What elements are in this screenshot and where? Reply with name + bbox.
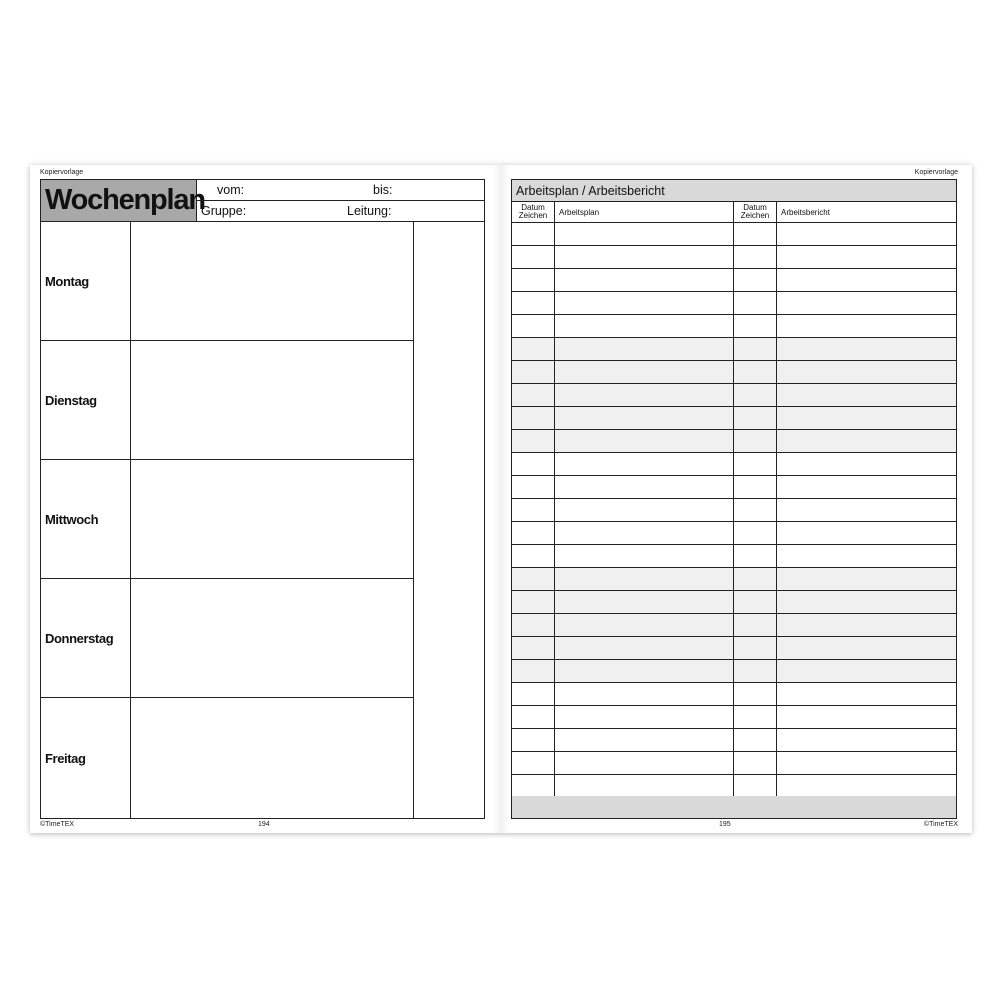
left-page-number: 194	[258, 821, 270, 828]
table-row	[512, 361, 956, 384]
table-cell	[512, 545, 555, 567]
table-cell	[512, 246, 555, 268]
table-cell	[512, 591, 555, 613]
table-cell	[777, 246, 956, 268]
table-cell	[555, 545, 734, 567]
table-cell	[512, 752, 555, 774]
table-cell	[512, 614, 555, 636]
table-row	[512, 775, 956, 798]
table-cell	[555, 223, 734, 245]
table-cell	[734, 430, 777, 452]
right-header-note: Kopiervorlage	[914, 169, 958, 176]
table-cell	[734, 223, 777, 245]
datum-label: Datum	[743, 203, 767, 212]
day-label: Mittwoch	[41, 460, 131, 578]
table-cell	[734, 637, 777, 659]
table-cell	[777, 430, 956, 452]
table-cell	[777, 476, 956, 498]
table-cell	[734, 269, 777, 291]
page-title: Wochenplan	[41, 180, 197, 221]
table-cell	[734, 683, 777, 705]
left-page-wochenplan	[30, 165, 501, 833]
table-row	[512, 545, 956, 568]
table-cell	[777, 729, 956, 751]
table-cell	[512, 384, 555, 406]
vom-label: vom:	[217, 183, 245, 197]
weekday-grid	[40, 222, 485, 819]
table-cell	[512, 407, 555, 429]
table-cell	[512, 706, 555, 728]
table-row	[512, 315, 956, 338]
table-footer-band	[512, 796, 956, 818]
table-cell	[777, 361, 956, 383]
table-cell	[512, 361, 555, 383]
table-cell	[555, 361, 734, 383]
table-cell	[555, 522, 734, 544]
table-cell	[555, 292, 734, 314]
day-label: Montag	[41, 222, 131, 340]
table-cell	[777, 522, 956, 544]
table-cell	[777, 499, 956, 521]
table-cell	[777, 775, 956, 797]
table-cell	[734, 775, 777, 797]
table-cell	[734, 660, 777, 682]
table-row	[512, 499, 956, 522]
group-row	[197, 201, 484, 221]
table-cell	[734, 407, 777, 429]
table-cell	[555, 752, 734, 774]
table-cell	[512, 637, 555, 659]
table-cell	[777, 338, 956, 360]
table-cell	[734, 384, 777, 406]
table-cell	[512, 315, 555, 337]
day-label: Donnerstag	[41, 579, 131, 697]
table-row	[512, 706, 956, 729]
table-row	[512, 476, 956, 499]
zeichen-label: Zeichen	[740, 211, 770, 220]
table-cell	[777, 407, 956, 429]
table-cell	[512, 453, 555, 475]
table-cell	[555, 430, 734, 452]
table-row	[512, 246, 956, 269]
table-header-row	[512, 202, 956, 223]
arbeitsplan-table	[511, 179, 957, 819]
bis-label: bis:	[373, 183, 393, 197]
day-label: Freitag	[41, 698, 131, 818]
table-cell	[512, 476, 555, 498]
table-cell	[777, 292, 956, 314]
table-cell	[512, 223, 555, 245]
table-cell	[777, 384, 956, 406]
table-cell	[512, 292, 555, 314]
arbeitsplan-header: Arbeitsplan	[555, 202, 734, 222]
table-cell	[734, 476, 777, 498]
table-cell	[555, 499, 734, 521]
table-cell	[777, 269, 956, 291]
table-cell	[777, 752, 956, 774]
table-cell	[734, 568, 777, 590]
table-cell	[734, 614, 777, 636]
table-row	[512, 338, 956, 361]
table-cell	[777, 545, 956, 567]
day-row-mittwoch	[41, 460, 414, 579]
table-cell	[734, 591, 777, 613]
gruppe-label: Gruppe:	[201, 204, 247, 218]
table-row	[512, 453, 956, 476]
table-cell	[555, 591, 734, 613]
table-cell	[555, 476, 734, 498]
table-row	[512, 660, 956, 683]
booklet-spread	[30, 165, 972, 833]
table-cell	[734, 706, 777, 728]
table-row	[512, 384, 956, 407]
right-page-number: 195	[719, 821, 731, 828]
datum-label: Datum	[521, 203, 545, 212]
table-cell	[512, 499, 555, 521]
table-cell	[734, 499, 777, 521]
day-row-dienstag	[41, 341, 414, 460]
datum-zeichen-header	[512, 202, 555, 222]
table-row	[512, 637, 956, 660]
table-cell	[555, 775, 734, 797]
leitung-label: Leitung:	[347, 204, 392, 218]
table-cell	[777, 223, 956, 245]
table-row	[512, 407, 956, 430]
table-row	[512, 522, 956, 545]
table-cell	[777, 683, 956, 705]
table-cell	[734, 361, 777, 383]
table-cell	[555, 568, 734, 590]
table-row	[512, 269, 956, 292]
table-cell	[734, 545, 777, 567]
table-cell	[777, 660, 956, 682]
table-cell	[555, 315, 734, 337]
table-row	[512, 683, 956, 706]
table-cell	[555, 660, 734, 682]
table-cell	[555, 706, 734, 728]
table-cell	[734, 522, 777, 544]
table-cell	[555, 637, 734, 659]
table-cell	[512, 430, 555, 452]
right-page-arbeitsplan	[501, 165, 972, 833]
table-cell	[777, 614, 956, 636]
arbeitsbericht-header: Arbeitsbericht	[781, 208, 830, 217]
table-cell	[555, 384, 734, 406]
table-cell	[512, 775, 555, 797]
table-cell	[777, 637, 956, 659]
table-row	[512, 430, 956, 453]
table-cell	[734, 338, 777, 360]
table-cell	[512, 338, 555, 360]
table-row	[512, 729, 956, 752]
table-cell	[777, 568, 956, 590]
table-cell	[555, 683, 734, 705]
table-cell	[512, 729, 555, 751]
wochenplan-header	[40, 179, 485, 222]
date-range-row	[197, 180, 484, 201]
table-row	[512, 591, 956, 614]
table-row	[512, 292, 956, 315]
day-label: Dienstag	[41, 341, 131, 459]
table-cell	[512, 683, 555, 705]
table-cell	[512, 660, 555, 682]
table-cell	[777, 591, 956, 613]
table-cell	[555, 338, 734, 360]
table-title: Arbeitsplan / Arbeitsbericht	[512, 180, 956, 202]
day-row-donnerstag	[41, 579, 414, 698]
datum-zeichen-header	[734, 202, 777, 222]
table-cell	[555, 729, 734, 751]
table-cell	[734, 292, 777, 314]
day-row-freitag	[41, 698, 414, 818]
table-cell	[734, 752, 777, 774]
table-cell	[555, 246, 734, 268]
table-row	[512, 614, 956, 637]
left-footer-brand: ©TimeTEX	[40, 821, 75, 828]
table-cell	[777, 315, 956, 337]
table-cell	[555, 407, 734, 429]
table-row	[512, 223, 956, 246]
table-cell	[512, 568, 555, 590]
day-row-montag	[41, 222, 414, 341]
table-cell	[777, 453, 956, 475]
table-cell	[512, 269, 555, 291]
table-cell	[777, 706, 956, 728]
left-header-note: Kopiervorlage	[40, 169, 84, 176]
table-row	[512, 568, 956, 591]
table-cell	[734, 453, 777, 475]
right-footer-brand: ©TimeTEX	[923, 821, 958, 828]
table-cell	[555, 614, 734, 636]
table-cell	[734, 246, 777, 268]
table-cell	[512, 522, 555, 544]
zeichen-label: Zeichen	[518, 211, 548, 220]
table-cell	[555, 453, 734, 475]
table-cell	[734, 729, 777, 751]
table-cell	[734, 315, 777, 337]
table-cell	[555, 269, 734, 291]
table-row	[512, 752, 956, 775]
